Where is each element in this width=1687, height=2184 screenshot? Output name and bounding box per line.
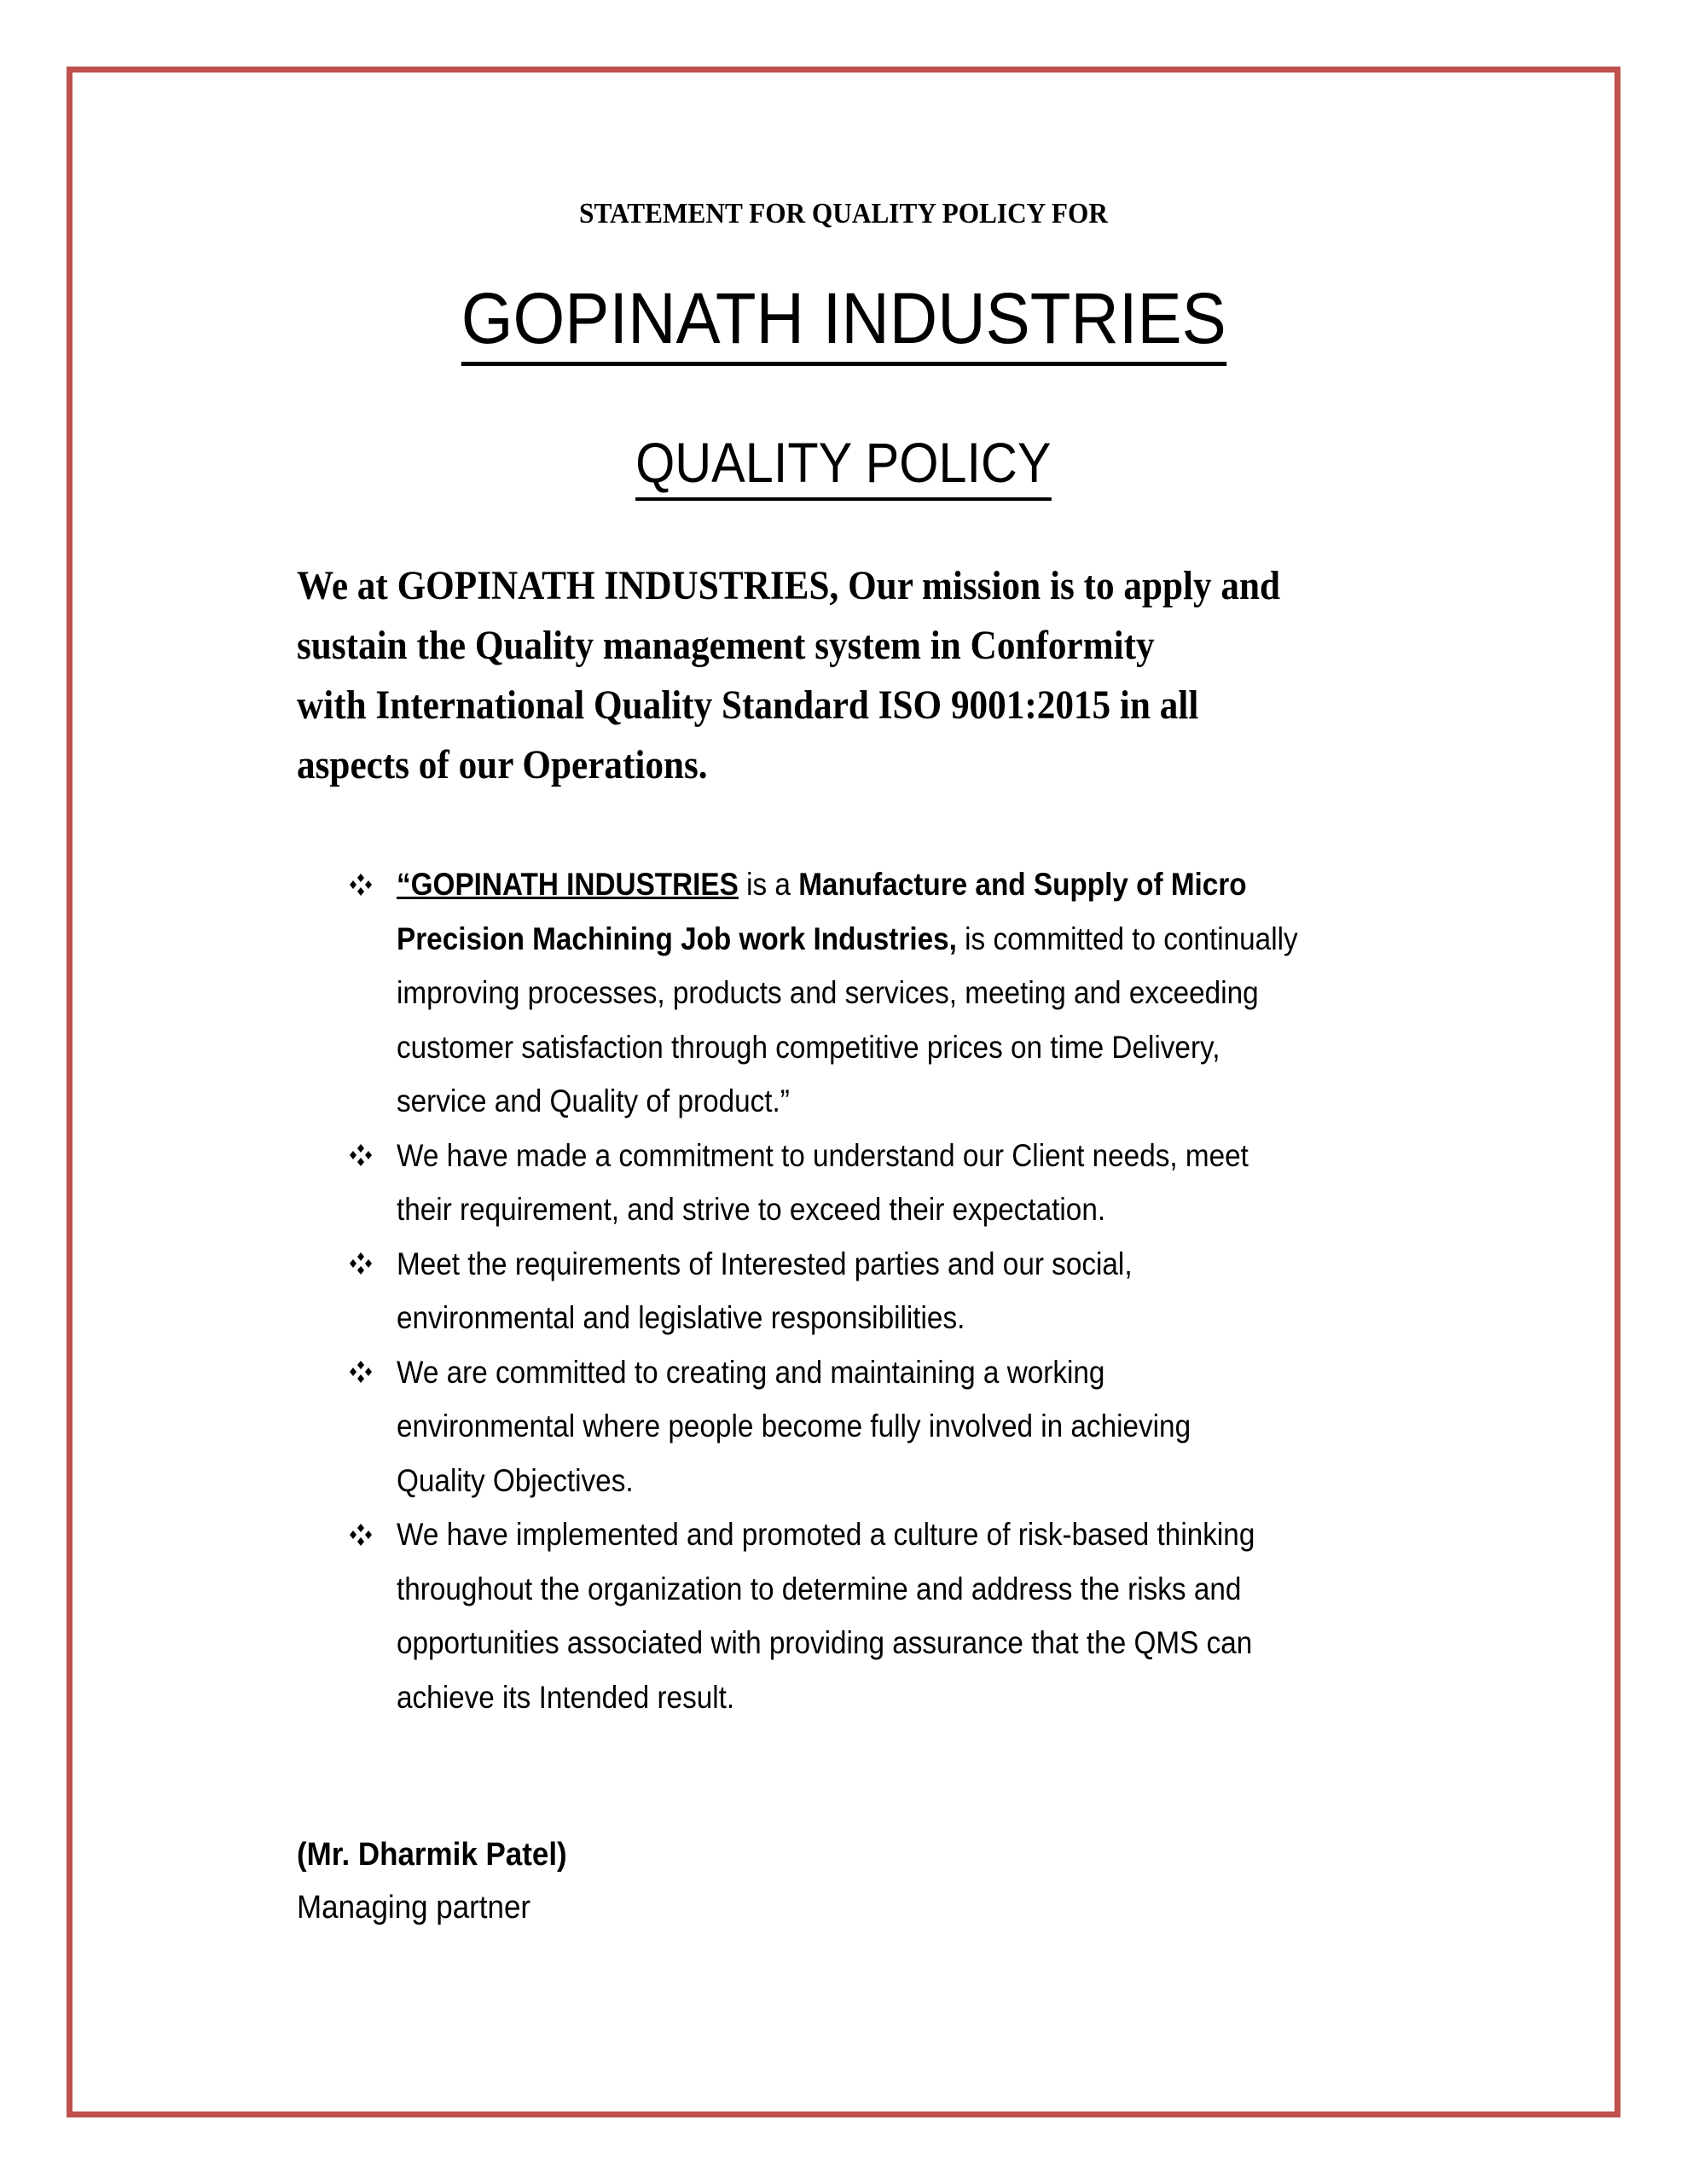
mission-line: We at GOPINATH INDUSTRIES, Our mission is to apply and: [297, 563, 1281, 608]
bullet-text-segment: Manufacture and Supply of Micro: [798, 867, 1247, 902]
bullet-text-line: [397, 1399, 1425, 1454]
policy-bullet-item: [345, 857, 1539, 1129]
bullet-text-segment: improving processes, products and services, meeting and exceeding: [397, 975, 1259, 1010]
bullet-text-line: [397, 1237, 1425, 1292]
bullet-text-line: [397, 1562, 1425, 1617]
bullet-text-line: [397, 1670, 1425, 1725]
bullet-text-segment: We have made a commitment to understand our Client needs, meet: [397, 1137, 1249, 1173]
bullet-text-line: [397, 1182, 1425, 1237]
four-diamond-bullet-icon: [345, 1507, 376, 1562]
bullet-text-line: [397, 1616, 1425, 1670]
four-diamond-bullet-icon: [345, 1129, 376, 1183]
bullet-text-segment: is committed to continually: [956, 921, 1298, 956]
mission-line: with International Quality Standard ISO 9001:2015 in all: [297, 682, 1199, 728]
four-diamond-bullet-icon: [345, 857, 376, 912]
signature-block: [297, 1828, 590, 1934]
bullet-text-line: [397, 1291, 1425, 1345]
mission-line: sustain the Quality management system in Conformity: [297, 623, 1155, 668]
bullet-text-segment: Meet the requirements of Interested parties and our social,: [397, 1246, 1133, 1281]
policy-bullet-list: [345, 857, 1539, 1724]
policy-bullet-item: [345, 1507, 1539, 1724]
policy-title: QUALITY POLICY: [635, 431, 1051, 501]
bullet-text-line: [397, 912, 1425, 967]
four-diamond-bullet-icon: [345, 1237, 376, 1292]
policy-title-heading: [0, 431, 1687, 501]
bullet-text-segment: opportunities associated with providing assurance that the QMS can: [397, 1625, 1253, 1660]
bullet-text-line: [397, 1020, 1425, 1075]
mission-line: aspects of our Operations.: [297, 742, 708, 787]
bullet-text-line: [397, 857, 1425, 912]
bullet-text-segment: throughout the organization to determine and address the risks and: [397, 1571, 1242, 1606]
bullet-text-line: [397, 1129, 1425, 1183]
policy-bullet-item: [345, 1345, 1539, 1508]
bullet-text-line: [397, 1507, 1425, 1562]
bullet-text-segment: service and Quality of product.”: [397, 1083, 790, 1118]
bullet-text-line: [397, 966, 1425, 1020]
bullet-text-segment: their requirement, and strive to exceed their expectation.: [397, 1192, 1106, 1227]
policy-bullet-item: [345, 1237, 1539, 1345]
signatory-name: (Mr. Dharmik Patel): [297, 1837, 567, 1873]
company-name-heading: [0, 277, 1687, 366]
bullet-text-segment: achieve its Intended result.: [397, 1679, 735, 1715]
bullet-text-segment: We are committed to creating and maintaining a working: [397, 1354, 1105, 1390]
mission-statement: [297, 556, 1508, 795]
company-name: GOPINATH INDUSTRIES: [461, 277, 1226, 366]
bullet-text-segment: We have implemented and promoted a culture of risk-based thinking: [397, 1517, 1255, 1552]
policy-bullet-item: [345, 1129, 1539, 1237]
bullet-text-line: [397, 1345, 1425, 1400]
four-diamond-bullet-icon: [345, 1345, 376, 1400]
bullet-text-segment: environmental where people become fully involved in achieving: [397, 1409, 1191, 1443]
bullet-text-segment: environmental and legislative responsibilities.: [397, 1300, 965, 1335]
statement-heading: STATEMENT FOR QUALITY POLICY FOR: [579, 198, 1108, 229]
bullet-text-line: [397, 1074, 1425, 1129]
bullet-text-segment: Precision Machining Job work Industries,: [397, 921, 957, 956]
bullet-text-segment: Quality Objectives.: [397, 1462, 634, 1498]
bullet-text-segment: “GOPINATH INDUSTRIES: [397, 867, 739, 902]
bullet-text-segment: customer satisfaction through competitive prices on time Delivery,: [397, 1029, 1220, 1065]
bullet-text-line: [397, 1454, 1425, 1508]
signatory-title: Managing partner: [297, 1890, 531, 1926]
bullet-text-segment: is a: [738, 867, 799, 902]
